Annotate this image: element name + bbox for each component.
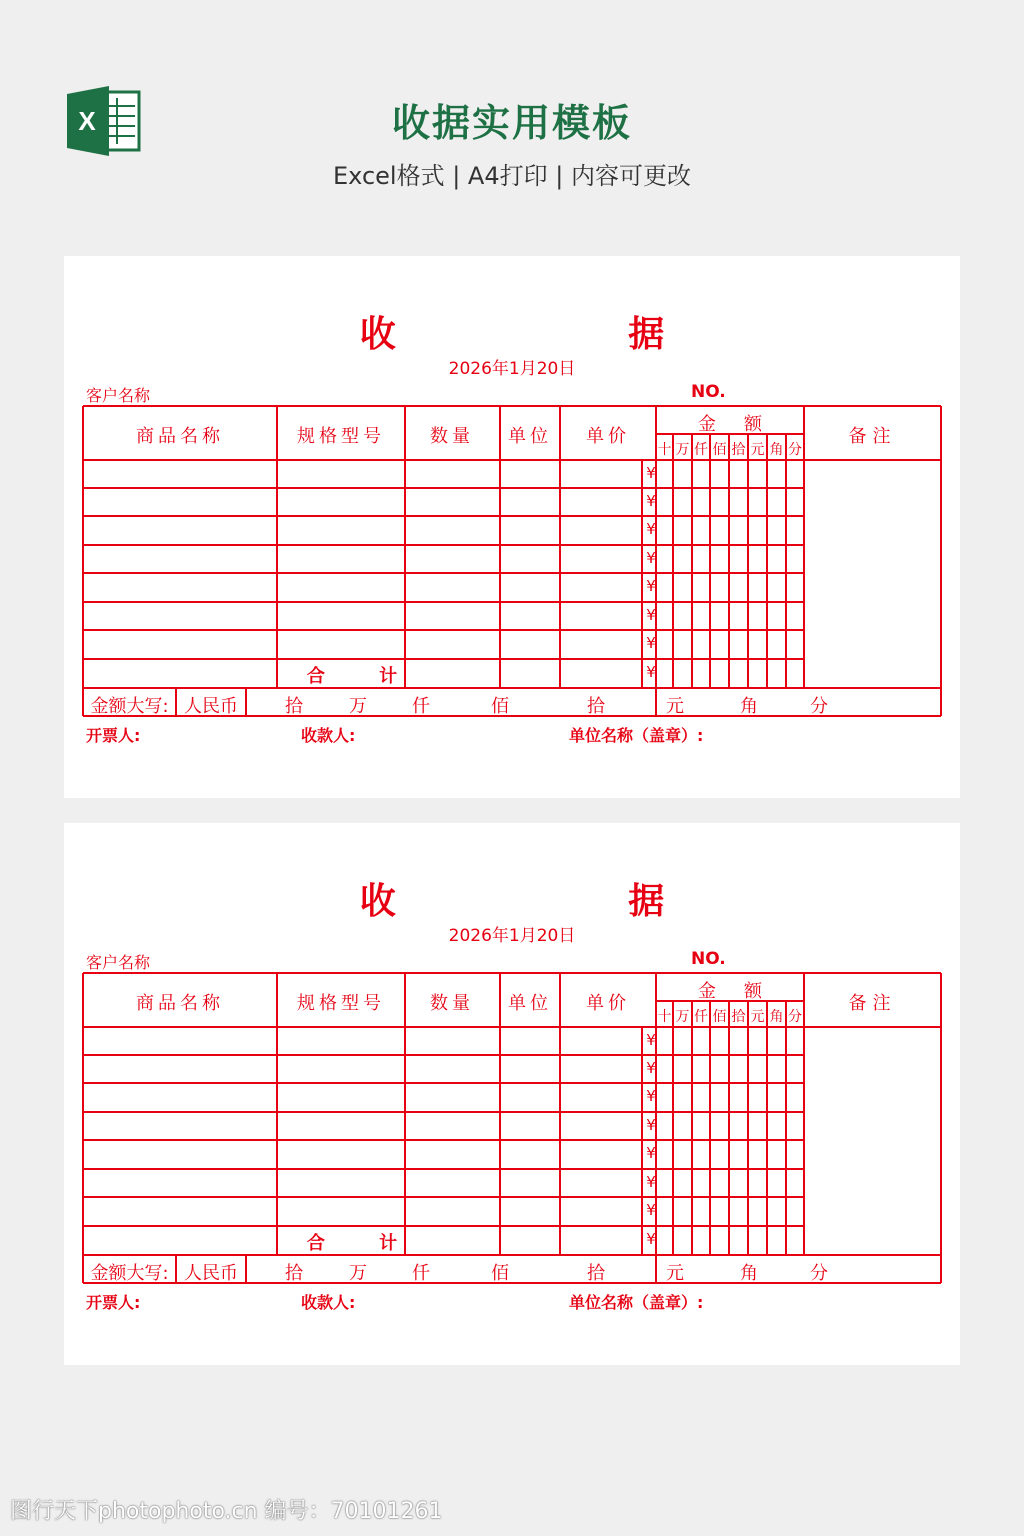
amount-digit-label: 角 xyxy=(769,442,784,458)
yen-symbol: ¥ xyxy=(646,1201,656,1219)
capital-amount-label: 金额大写: xyxy=(90,696,169,717)
capital-unit-label: 角 xyxy=(740,696,758,717)
yen-symbol: ¥ xyxy=(646,1173,656,1191)
amount-digit-label: 佰 xyxy=(712,1009,727,1025)
capital-unit-label: 拾 xyxy=(285,696,303,717)
receipt-date: 2026年1月20日 xyxy=(448,359,576,379)
amount-digit-label: 拾 xyxy=(731,442,746,458)
amount-digit-label: 仟 xyxy=(694,442,708,458)
receipt-card xyxy=(64,256,960,798)
yen-symbol: ¥ xyxy=(646,1230,656,1248)
payee-label: 收款人: xyxy=(301,1293,356,1312)
amount-digit-label: 万 xyxy=(675,442,690,458)
total-label: 合 计 xyxy=(306,1233,422,1254)
yen-symbol: ¥ xyxy=(646,520,656,538)
column-header: 单位 xyxy=(508,993,552,1014)
receipt-title: 收 据 xyxy=(359,881,775,922)
yen-symbol: ¥ xyxy=(646,606,656,624)
unit-seal-label: 单位名称（盖章）: xyxy=(569,1293,704,1312)
rmb-label: 人民币 xyxy=(184,696,238,717)
watermark-text: 图行天下photophoto.cn 编号：70101261 xyxy=(10,1499,443,1524)
column-header: 数量 xyxy=(430,993,474,1014)
column-header-amount: 金额 xyxy=(698,981,790,1002)
yen-symbol: ¥ xyxy=(646,1059,656,1077)
yen-symbol: ¥ xyxy=(646,634,656,652)
yen-symbol: ¥ xyxy=(646,492,656,510)
page-title: 收据实用模板 xyxy=(391,101,632,145)
issuer-label: 开票人: xyxy=(86,726,141,745)
amount-digit-label: 元 xyxy=(750,442,765,458)
receipt-number-label: NO. xyxy=(691,382,726,402)
amount-digit-label: 元 xyxy=(750,1009,765,1025)
page-subtitle: Excel格式 | A4打印 | 内容可更改 xyxy=(333,162,691,190)
capital-unit-label: 分 xyxy=(810,1263,828,1284)
amount-digit-label: 十 xyxy=(657,442,672,458)
receipt-number-label: NO. xyxy=(691,949,726,969)
capital-unit-label: 元 xyxy=(666,696,684,717)
customer-name-label: 客户名称 xyxy=(86,953,151,972)
column-header: 规格型号 xyxy=(297,993,385,1014)
capital-unit-label: 分 xyxy=(810,696,828,717)
amount-digit-label: 角 xyxy=(769,1009,784,1025)
amount-digit-label: 拾 xyxy=(731,1009,746,1025)
yen-symbol: ¥ xyxy=(646,464,656,482)
yen-symbol: ¥ xyxy=(646,1116,656,1134)
unit-seal-label: 单位名称（盖章）: xyxy=(569,726,704,745)
total-label: 合 计 xyxy=(306,666,422,687)
column-header-amount: 金额 xyxy=(698,414,790,435)
yen-symbol: ¥ xyxy=(646,1144,656,1162)
issuer-label: 开票人: xyxy=(86,1293,141,1312)
capital-unit-label: 佰 xyxy=(491,1263,509,1284)
capital-amount-label: 金额大写: xyxy=(90,1263,169,1284)
column-header: 单价 xyxy=(586,993,630,1014)
yen-symbol: ¥ xyxy=(646,577,656,595)
capital-unit-label: 仟 xyxy=(412,1263,430,1284)
column-header: 商品名称 xyxy=(136,426,224,447)
svg-text:X: X xyxy=(78,106,96,136)
column-header-remarks: 备注 xyxy=(848,993,897,1014)
column-header: 规格型号 xyxy=(297,426,385,447)
column-header: 商品名称 xyxy=(136,993,224,1014)
amount-digit-label: 佰 xyxy=(712,442,727,458)
capital-unit-label: 仟 xyxy=(412,696,430,717)
amount-digit-label: 仟 xyxy=(694,1009,708,1025)
capital-unit-label: 佰 xyxy=(491,696,509,717)
capital-unit-label: 拾 xyxy=(285,1263,303,1284)
capital-unit-label: 万 xyxy=(349,1263,367,1284)
receipt-title: 收 据 xyxy=(359,314,775,355)
yen-symbol: ¥ xyxy=(646,549,656,567)
amount-digit-label: 分 xyxy=(788,1009,802,1025)
column-header: 数量 xyxy=(430,426,474,447)
customer-name-label: 客户名称 xyxy=(86,386,151,405)
rmb-label: 人民币 xyxy=(184,1263,238,1284)
receipt-card xyxy=(64,823,960,1365)
amount-digit-label: 分 xyxy=(788,442,802,458)
column-header: 单位 xyxy=(508,426,552,447)
capital-unit-label: 拾 xyxy=(587,696,605,717)
payee-label: 收款人: xyxy=(301,726,356,745)
column-header: 单价 xyxy=(586,426,630,447)
capital-unit-label: 角 xyxy=(740,1263,758,1284)
yen-symbol: ¥ xyxy=(646,663,656,681)
column-header-remarks: 备注 xyxy=(848,426,897,447)
capital-unit-label: 万 xyxy=(349,696,367,717)
capital-unit-label: 元 xyxy=(666,1263,684,1284)
yen-symbol: ¥ xyxy=(646,1087,656,1105)
amount-digit-label: 十 xyxy=(657,1009,672,1025)
yen-symbol: ¥ xyxy=(646,1031,656,1049)
receipt-date: 2026年1月20日 xyxy=(448,926,576,946)
capital-unit-label: 拾 xyxy=(587,1263,605,1284)
amount-digit-label: 万 xyxy=(675,1009,690,1025)
